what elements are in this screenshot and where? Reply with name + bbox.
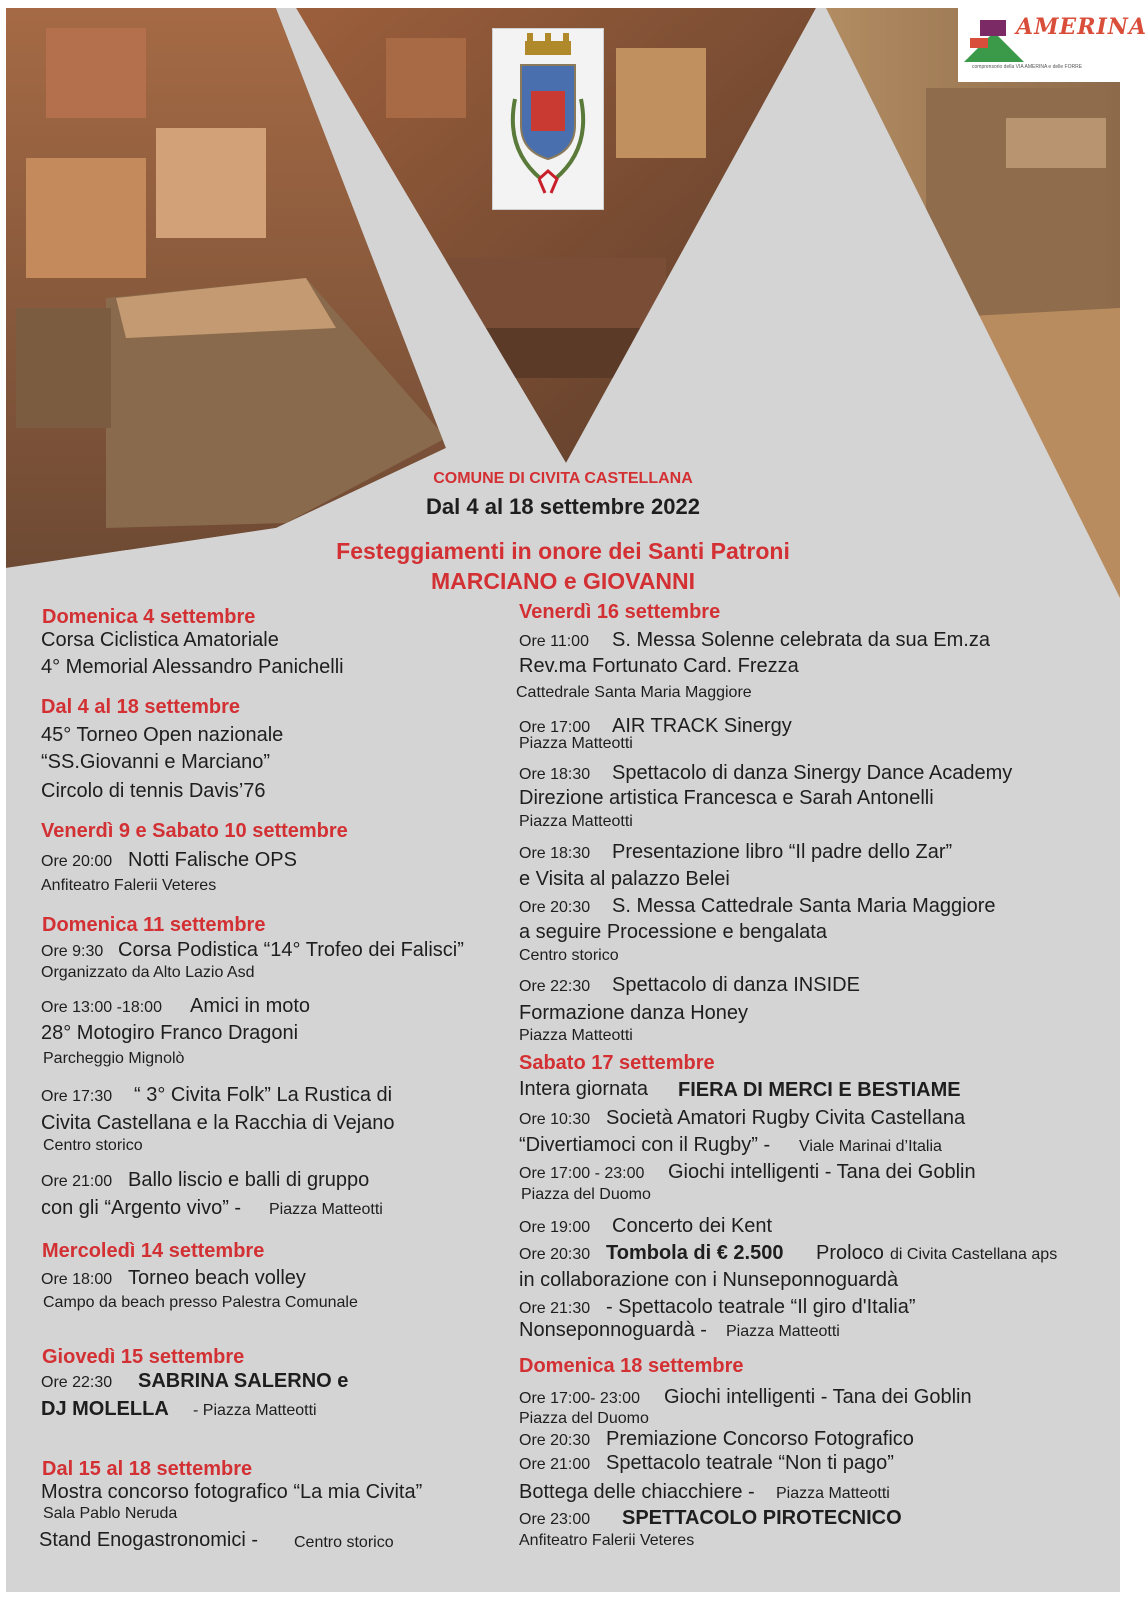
- event-time: Ore 17:30: [41, 1088, 113, 1105]
- event-place: Piazza del Duomo: [521, 1186, 651, 1203]
- event-line: Presentazione libro “Il padre dello Zar”: [612, 841, 953, 863]
- event-time: Ore 20:30: [519, 1432, 591, 1449]
- event-place: Centro storico: [43, 1137, 143, 1154]
- event-line: SPETTACOLO PIROTECNICO: [622, 1507, 902, 1529]
- day-heading: Mercoledì 14 settembre: [42, 1240, 265, 1262]
- event-time: Ore 9:30: [41, 943, 104, 960]
- event-time: Ore 13:00 -18:00: [41, 999, 162, 1016]
- event-line: FIERA DI MERCI E BESTIAME: [678, 1079, 961, 1101]
- event-line: in collaborazione con i Nunseponnoguardà: [519, 1269, 899, 1291]
- event-line: Amici in moto: [190, 995, 311, 1017]
- event-line: Ballo liscio e balli di gruppo: [128, 1169, 370, 1191]
- event-line: Spettacolo teatrale “Non ti pago”: [606, 1452, 894, 1474]
- event-time: Ore 22:30: [41, 1374, 113, 1391]
- event-line: a seguire Processione e bengalata: [519, 921, 827, 943]
- event-line: Corsa Ciclistica Amatoriale: [41, 629, 279, 651]
- day-heading: Dal 15 al 18 settembre: [42, 1458, 253, 1480]
- festivity-title-line1: Festeggiamenti in onore dei Santi Patroni: [336, 538, 790, 564]
- event-time: Ore 23:00: [519, 1511, 591, 1528]
- event-time: Ore 22:30: [519, 978, 591, 995]
- event-line: Giochi intelligenti - Tana dei Goblin: [668, 1161, 976, 1183]
- event-time: Ore 17:00: [519, 719, 591, 736]
- event-line: DJ MOLELLA: [41, 1398, 169, 1420]
- event-line: Civita Castellana e la Racchia di Vejano: [41, 1112, 395, 1134]
- event-place: Centro storico: [294, 1534, 394, 1551]
- event-line: di Civita Castellana aps: [890, 1246, 1058, 1263]
- event-time: Ore 21:30: [519, 1300, 591, 1317]
- event-line: 4° Memorial Alessandro Panichelli: [41, 656, 344, 678]
- event-line: e Visita al palazzo Belei: [519, 868, 730, 890]
- event-time: Ore 20:00: [41, 853, 113, 870]
- event-place: Campo da beach presso Palestra Comunale: [43, 1294, 358, 1311]
- event-line: - Spettacolo teatrale “Il giro d'Italia”: [606, 1296, 916, 1318]
- event-time: Ore 18:30: [519, 766, 591, 783]
- event-place: Organizzato da Alto Lazio Asd: [41, 964, 255, 981]
- event-place: Viale Marinai d’Italia: [799, 1138, 942, 1155]
- day-heading: Domenica 4 settembre: [42, 606, 256, 628]
- event-place: Piazza Matteotti: [519, 813, 633, 830]
- event-line: Intera giornata: [519, 1078, 648, 1100]
- festivity-title-line2: MARCIANO e GIOVANNI: [430, 568, 696, 594]
- event-line: 45° Torneo Open nazionale: [41, 724, 284, 746]
- event-line: Nonseponnoguardà -: [519, 1319, 707, 1341]
- event-place: - Piazza Matteotti: [193, 1402, 317, 1419]
- event-time: Ore 20:30: [519, 899, 591, 916]
- event-place: Centro storico: [519, 947, 619, 964]
- event-line: Proloco: [816, 1242, 884, 1264]
- event-time: Ore 17:00- 23:00: [519, 1390, 640, 1407]
- event-place: Piazza del Duomo: [519, 1410, 649, 1427]
- event-line: S. Messa Cattedrale Santa Maria Maggiore: [612, 895, 996, 917]
- day-heading: Domenica 18 settembre: [519, 1355, 744, 1377]
- event-line: Torneo beach volley: [128, 1267, 306, 1289]
- event-time: Ore 19:00: [519, 1219, 591, 1236]
- day-heading: Domenica 11 settembre: [42, 914, 266, 936]
- event-place: Piazza Matteotti: [269, 1201, 383, 1218]
- event-time: Ore 11:00: [519, 633, 589, 650]
- amerina-tagline: comprensorio della VIA AMERINA e delle FORRE: [972, 64, 1083, 70]
- event-time: Ore 17:00 - 23:00: [519, 1165, 645, 1182]
- event-time: Ore 18:00: [41, 1271, 113, 1288]
- event-time: Ore 21:00: [41, 1173, 113, 1190]
- event-line: con gli “Argento vivo” -: [41, 1197, 242, 1219]
- event-line: Formazione danza Honey: [519, 1002, 749, 1024]
- event-place: Anfiteatro Falerii Veteres: [519, 1532, 695, 1549]
- event-line: Notti Falische OPS: [128, 849, 297, 871]
- event-line: Mostra concorso fotografico “La mia Civita”: [41, 1481, 423, 1503]
- event-line: Spettacolo di danza INSIDE: [612, 974, 860, 996]
- day-heading: Giovedì 15 settembre: [42, 1346, 245, 1368]
- event-time: Ore 10:30: [519, 1111, 591, 1128]
- event-line: Direzione artistica Francesca e Sarah Antonelli: [519, 787, 934, 809]
- day-heading: Dal 4 al 18 settembre: [41, 696, 240, 718]
- event-time: Ore 21:00: [519, 1456, 591, 1473]
- event-line: S. Messa Solenne celebrata da sua Em.za: [612, 629, 990, 651]
- event-time: Ore 20:30: [519, 1246, 591, 1263]
- poster: [6, 8, 1147, 1592]
- event-place: Parcheggio Mignolò: [43, 1050, 185, 1067]
- event-time: Ore 18:30: [519, 845, 591, 862]
- event-line: Circolo di tennis Davis’76: [41, 780, 266, 802]
- event-line: Società Amatori Rugby Civita Castellana: [606, 1107, 966, 1129]
- event-place: Piazza Matteotti: [519, 1027, 633, 1044]
- event-dates: Dal 4 al 18 settembre 2022: [426, 494, 700, 519]
- event-line: Giochi intelligenti - Tana dei Goblin: [664, 1386, 972, 1408]
- event-place: Cattedrale Santa Maria Maggiore: [516, 684, 752, 701]
- event-place: Piazza Matteotti: [776, 1485, 890, 1502]
- event-line: Corsa Podistica “14° Trofeo dei Falisci”: [118, 939, 464, 961]
- event-line: “Divertiamoci con il Rugby” -: [519, 1134, 771, 1156]
- comune-title: COMUNE DI CIVITA CASTELLANA: [433, 470, 693, 487]
- event-line: 28° Motogiro Franco Dragoni: [41, 1022, 299, 1044]
- event-line: “ 3° Civita Folk” La Rustica di: [134, 1084, 393, 1106]
- event-place: Sala Pablo Neruda: [43, 1505, 178, 1522]
- coat-of-arms-logo: [492, 28, 604, 210]
- event-line: Stand Enogastronomici -: [39, 1529, 259, 1551]
- day-heading: Venerdì 16 settembre: [519, 601, 721, 623]
- event-line: SABRINA SALERNO e: [138, 1370, 349, 1392]
- day-heading: Sabato 17 settembre: [519, 1052, 715, 1074]
- via-amerina-logo: [958, 8, 1147, 82]
- event-line: Spettacolo di danza Sinergy Dance Academy: [612, 762, 1013, 784]
- event-place: Piazza Matteotti: [726, 1323, 840, 1340]
- amerina-emblem-icon: [964, 12, 1024, 68]
- event-place: Piazza Matteotti: [519, 735, 633, 752]
- event-line: Tombola di € 2.500: [606, 1242, 784, 1264]
- event-line: Rev.ma Fortunato Card. Frezza: [519, 655, 799, 677]
- event-line: AIR TRACK Sinergy: [612, 715, 792, 737]
- event-line: “SS.Giovanni e Marciano”: [41, 751, 270, 773]
- event-line: Premiazione Concorso Fotografico: [606, 1428, 914, 1450]
- event-line: Bottega delle chiacchiere -: [519, 1481, 755, 1503]
- event-place: Anfiteatro Falerii Veteres: [41, 877, 217, 894]
- day-heading: Venerdì 9 e Sabato 10 settembre: [41, 820, 348, 842]
- amerina-wordmark: AMERINA: [1016, 14, 1147, 40]
- event-line: Concerto dei Kent: [612, 1215, 773, 1237]
